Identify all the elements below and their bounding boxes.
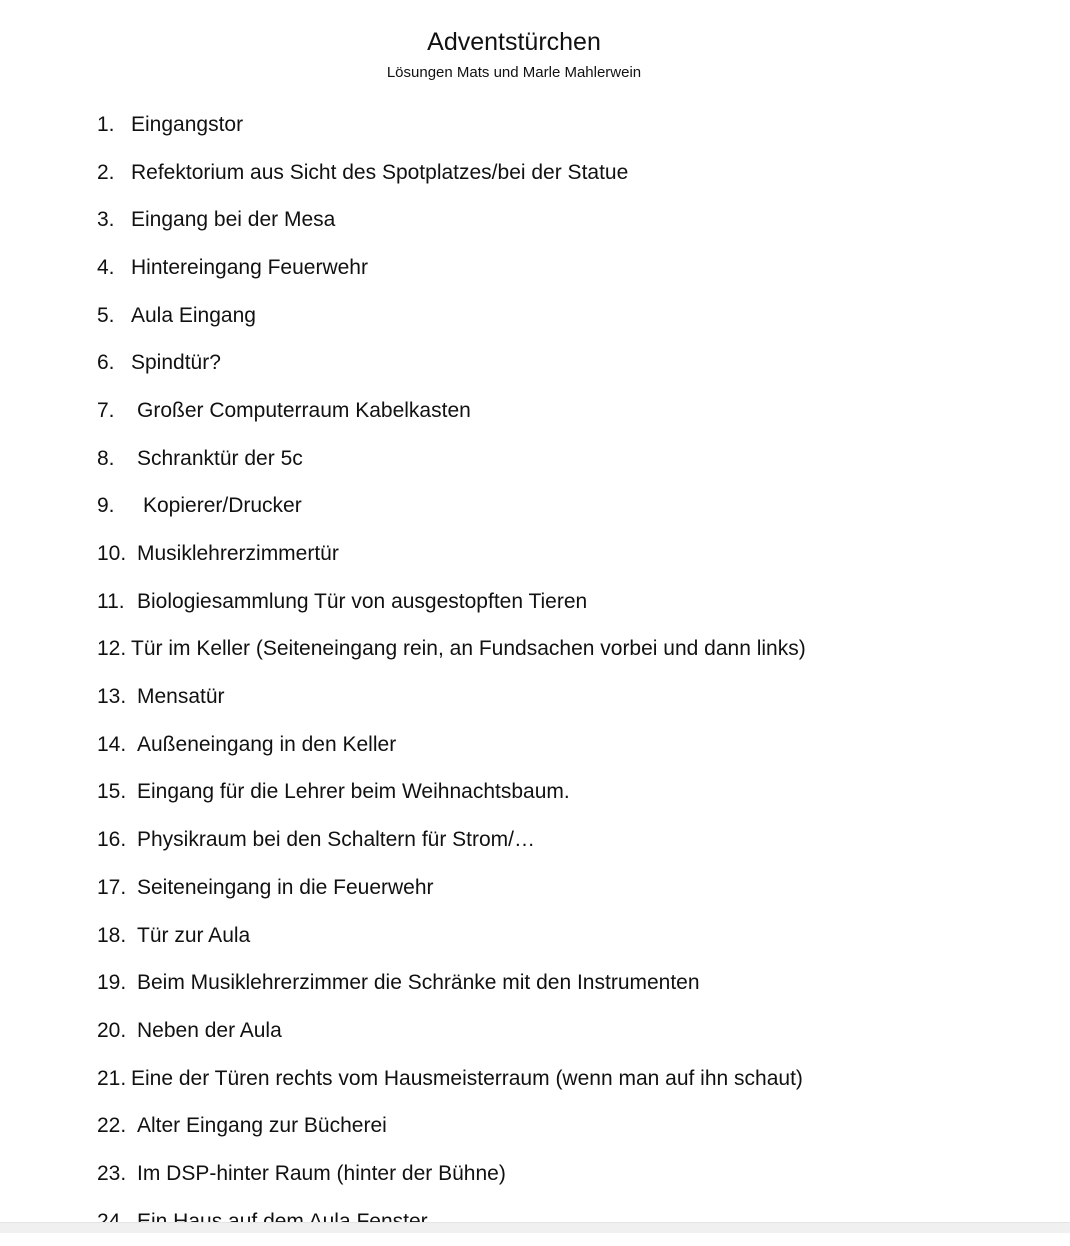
item-text: Alter Eingang zur Bücherei [137,1114,387,1138]
list-item [97,1055,806,1103]
item-number: 5. [97,303,115,327]
item-number: 7. [97,398,115,422]
item-number: 3. [97,208,115,232]
list-item [97,1007,806,1055]
document-subtitle: Lösungen Mats und Marle Mahlerwein [386,64,642,81]
list-item [97,1102,806,1150]
list-item [97,244,806,292]
item-text: Mensatür [137,685,225,709]
solutions-list [97,101,806,1246]
item-number: 17. [97,875,127,899]
list-item [97,387,806,435]
item-number: 18. [97,923,127,947]
list-item [97,816,806,864]
item-text: Beim Musiklehrerzimmer die Schränke mit den Instrumenten [137,971,700,995]
item-number: 19. [97,971,127,995]
item-number: 10. [97,542,127,566]
item-text: Hintereingang Feuerwehr [131,255,368,279]
item-number: 1. [97,112,115,136]
item-number: 12. [97,637,127,661]
list-item [97,864,806,912]
list-item [97,292,806,340]
item-text: Außeneingang in den Keller [137,732,397,756]
item-text: Eingangstor [131,112,244,136]
item-text: Musiklehrerzimmertür [137,542,339,566]
item-number: 13. [97,685,127,709]
item-number: 21. [97,1066,127,1090]
list-item [97,101,806,149]
item-number: 11. [97,589,125,613]
list-item [97,673,806,721]
list-item [97,578,806,626]
list-item [97,959,806,1007]
list-item [97,530,806,578]
document-title: Adventstürchen [427,28,601,56]
list-item [97,339,806,387]
item-text: Aula Eingang [131,303,256,327]
item-text: Biologiesammlung Tür von ausgestopften Tieren [137,589,588,613]
item-number: 15. [97,780,127,804]
item-text: Schranktür der 5c [137,446,303,470]
item-text: Physikraum bei den Schaltern für Strom/… [137,828,535,852]
item-text: Seiteneingang in die Feuerwehr [137,875,434,899]
item-number: 2. [97,160,115,184]
list-item [97,721,806,769]
list-item [97,626,806,674]
item-text: Eingang bei der Mesa [131,208,336,232]
item-number: 4. [97,255,115,279]
item-text: Spindtür? [131,351,221,375]
item-number: 9. [97,494,115,518]
item-text: Tür zur Aula [137,923,251,947]
list-item [97,149,806,197]
item-text: Tür im Keller (Seiteneingang rein, an Fundsachen vorbei und dann links) [131,637,806,661]
page-bottom-edge [0,1222,1070,1233]
item-text: Großer Computerraum Kabelkasten [137,398,471,422]
item-text: Im DSP-hinter Raum (hinter der Bühne) [137,1161,506,1185]
item-number: 8. [97,446,115,470]
item-text: Neben der Aula [137,1018,282,1042]
list-item [97,769,806,817]
item-number: 23. [97,1161,127,1185]
item-text: Eingang für die Lehrer beim Weihnachtsbaum. [137,780,570,804]
list-item [97,196,806,244]
list-item [97,435,806,483]
item-number: 6. [97,351,115,375]
item-number: 14. [97,732,127,756]
item-text: Kopierer/Drucker [143,494,302,518]
list-item [97,483,806,531]
item-number: 20. [97,1018,127,1042]
item-text: Refektorium aus Sicht des Spotplatzes/bei der Statue [131,160,629,184]
item-number: 22. [97,1114,127,1138]
list-item [97,1150,806,1198]
item-text: Eine der Türen rechts vom Hausmeisterraum (wenn man auf ihn schaut) [131,1066,803,1090]
item-number: 16. [97,828,127,852]
list-item [97,912,806,960]
